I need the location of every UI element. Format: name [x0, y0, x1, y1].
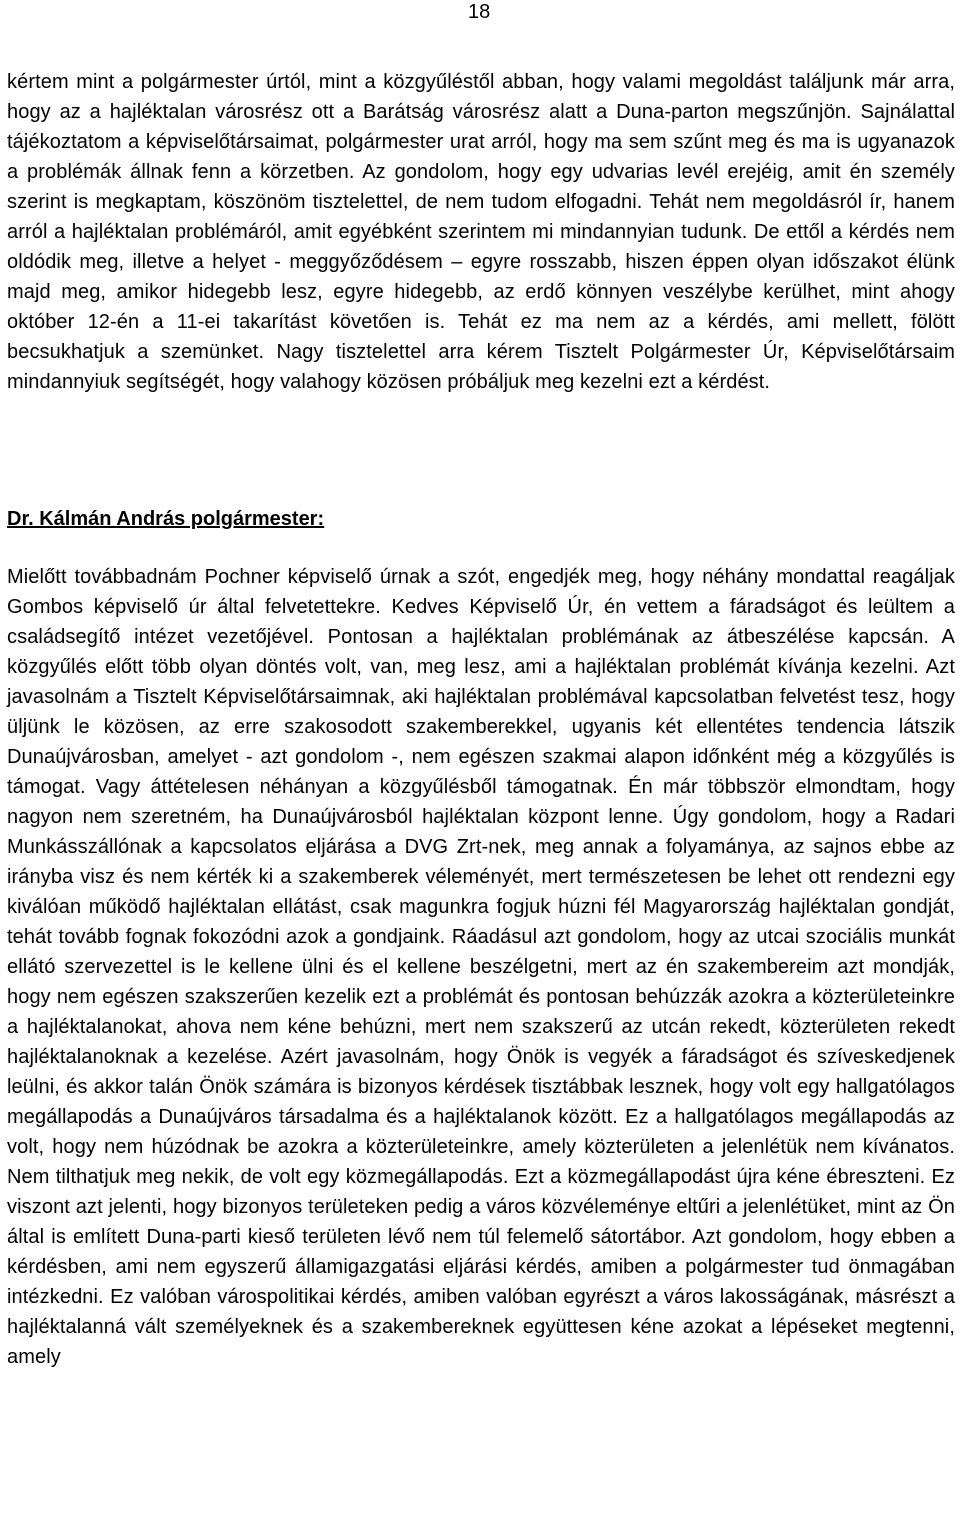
- page-number: 18: [468, 1, 491, 23]
- speaker-heading: Dr. Kálmán András polgármester:: [7, 508, 325, 530]
- paragraph-mayor-response: Mielőtt továbbadnám Pochner képviselő úrnak a szót, engedjék meg, hogy néhány mondattal reagáljak Gombos képviselő úr által felvetettekre. Kedves Képviselő Úr, én vettem a fáradságot és leültem a családsegítő intézet vezetőjével. Pontosan a hajléktalan problémának az átbeszélése kapcsán. A közgyűlés előtt több olyan döntés volt, van, meg lesz, ami a hajléktalan problémát kívánja kezelni. Azt javasolnám a Tisztelt Képviselőtársaimnak, aki hajléktalan problémával kapcsolatban felvetést tesz, hogy üljünk le közösen, az erre szakosodott szakemberekkel, ugyanis két ellentétes tendencia látszik Dunaújvárosban, amelyet - azt gondolom -, nem egészen szakmai alapon időnként még a közgyűlés is támogat. Vagy áttételesen néhányan a közgyűlésből támogatnak. Én már többször elmondtam, hogy nagyon nem szeretném, ha Dunaújvárosból hajléktalan központ lenne. Úgy gondolom, hogy a Radari Munkásszállónak a kapcsolatos eljárása a DVG Zrt-nek, meg annak a folyamánya, az sajnos ebbe az irányba visz és nem kérték ki a szakemberek véleményét, mert természetesen be lehet ott rendezni egy kiválóan működő hajléktalan ellátást, csak magunkra fogjuk húzni fél Magyarország hajléktalan gondját, tehát tovább fognak fokozódni azok a gondjaink. Ráadásul azt gondolom, hogy az utcai szociális munkát ellátó szervezettel is le kellene ülni és el kellene beszélgetni, mert az én szakembereim azt mondják, hogy nem egészen szakszerűen kezelik ezt a problémát és pontosan behúzzák azokra a közterületeinkre a hajléktalanokat, ahova nem kéne behúzni, mert nem szakszerű az utcán rekedt, közterületen rekedt hajléktalanoknak a kezelése. Azért javasolnám, hogy Önök is vegyék a fáradságot és szíveskedjenek leülni, és akkor talán Önök számára is bizonyos kérdések tisztábbak lesznek, hogy volt egy hallgatólagos megállapodás a Dunaújváros társadalma és a hajléktalanok között. Ez a hallgatólagos megállapodás az volt, hogy nem húzódnak be azokra a közterületeinkre, amely közterületen a jelenlétük nem kívánatos. Nem tilthatjuk meg nekik, de volt egy közmegállapodás. Ezt a közmegállapodást újra kéne ébreszteni. Ez viszont azt jelenti, hogy bizonyos területeken pedig a város közvéleménye eltűri a jelenlétüket, mint az Ön által is említett Duna-parti kieső területen lévő nem túl felemelő sátortábor. Azt gondolom, hogy ebben a kérdésben, ami nem egyszerű államigazgatási eljárási kérdés, amiben a polgármester tud önmagában intézkedni. Ez valóban várospolitikai kérdés, amiben valóban egyrészt a város lakosságának, másrészt a hajléktalanná vált személyeknek és a szakembereknek együttesen kéne azokat a lépéseket megtenni, amely: [7, 566, 955, 1368]
- paragraph-continued-speech: kértem mint a polgármester úrtól, mint a közgyűléstől abban, hogy valami megoldást találjunk már arra, hogy az a hajléktalan városrész ott a Barátság városrész alatt a Duna-parton megszűnjön. Sajnálattal tájékoztatom a képviselőtársaimat, polgármester urat arról, hogy ma sem szűnt meg és ma is ugyanazok a problémák állnak fenn a körzetben. Az gondolom, hogy egy udvarias levél erejéig, amit én személy szerint is megkaptam, köszönöm tisztelettel, de nem tudom elfogadni. Tehát nem megoldásról ír, hanem arról a hajléktalan problémáról, amit egyébként szerintem mi mindannyian tudunk. De ettől a kérdés nem oldódik meg, illetve a helyet - meggyőződésem – egyre rosszabb, hiszen éppen olyan időszakot élünk majd meg, amikor hidegebb lesz, egyre hidegebb, az erdő könnyen veszélybe kerülhet, mint ahogy október 12-én a 11-ei takarítást követően is. Tehát ez ma nem az a kérdés, ami mellett, fölött becsukhatjuk a szemünket. Nagy tisztelettel arra kérem Tisztelt Polgármester Úr, Képviselőtársaim mindannyiuk segítségét, hogy valahogy közösen próbáljuk meg kezelni ezt a kérdést.: [7, 71, 955, 393]
